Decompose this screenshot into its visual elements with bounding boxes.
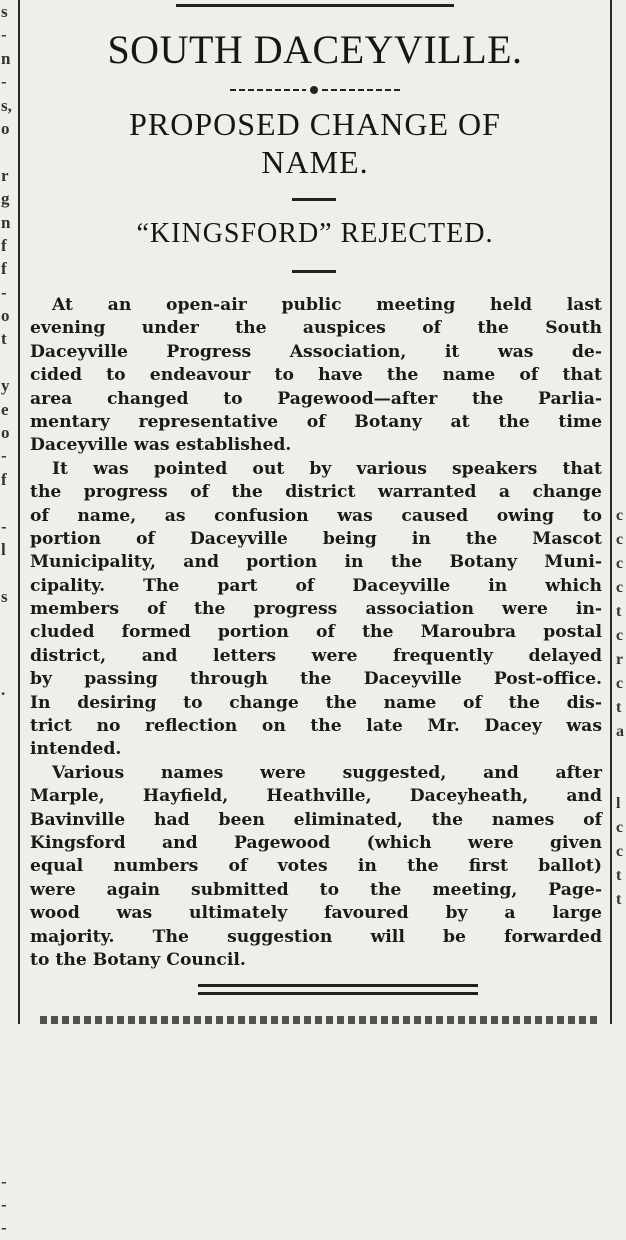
article-body-line: Various names were suggested, and after — [52, 762, 602, 783]
article-body-line: portion of Daceyville being in the Mascot — [30, 528, 602, 549]
left-neighbor-fragment: t — [1, 329, 7, 349]
left-neighbor-fragment: - — [1, 1194, 7, 1214]
left-neighbor-fragment — [0, 936, 16, 959]
right-neighbor-fragment — [616, 744, 626, 768]
article-body-line: Daceyville was established. — [30, 435, 292, 456]
right-neighbor-fragment — [616, 912, 626, 936]
article-body-line: Bavinville had been eliminated, the names of — [30, 809, 602, 830]
left-neighbor-fragment — [0, 632, 16, 655]
left-neighbor-fragment: - — [1, 72, 7, 92]
left-neighbor-fragment: - — [1, 1171, 7, 1191]
article-body-line: mentary representative of Botany at the time — [30, 411, 602, 432]
right-neighbor-fragment — [616, 24, 626, 48]
right-neighbor-fragment — [616, 432, 626, 456]
next-article-clipped — [40, 1016, 600, 1024]
right-neighbor-fragment — [616, 192, 626, 216]
article-body-line: intended. — [30, 739, 122, 760]
ornament-divider — [22, 83, 608, 97]
subheadline-line-1: PROPOSED CHANGE OF — [129, 106, 501, 142]
left-neighbor-fragment — [0, 655, 16, 678]
right-neighbor-fragment — [616, 96, 626, 120]
left-neighbor-fragment: - — [1, 446, 7, 466]
right-neighbor-fragment — [616, 120, 626, 144]
top-rule — [176, 4, 454, 7]
left-neighbor-fragment — [0, 561, 16, 584]
left-neighbor-fragment: . — [1, 680, 6, 700]
article-body-line: to the Botany Council. — [30, 949, 246, 970]
left-neighbor-fragment: f — [1, 259, 7, 279]
left-neighbor-fragment: o — [1, 306, 10, 326]
left-neighbor-fragment — [0, 1053, 16, 1076]
left-neighbor-fragment: - — [1, 25, 7, 45]
right-neighbor-fragment — [616, 264, 626, 288]
left-neighbor-fragment: s — [1, 2, 8, 21]
left-neighbor-fragment — [0, 1146, 16, 1169]
article-body-line: majority. The suggestion will be forwarded — [30, 926, 602, 947]
right-neighbor-fragment — [616, 144, 626, 168]
right-neighbor-fragment — [616, 48, 626, 72]
left-neighbor-fragment: - — [1, 282, 7, 302]
article-body-line: It was pointed out by various speakers that — [52, 458, 602, 479]
left-neighbor-fragment — [0, 912, 16, 935]
right-neighbor-fragment — [616, 0, 626, 24]
right-neighbor-fragment: l — [616, 795, 621, 812]
right-neighbor-fragment — [616, 72, 626, 96]
right-neighbor-fragment — [616, 456, 626, 480]
right-neighbor-fragment: c — [616, 579, 624, 596]
article-body-line: cipality. The part of Daceyville in which — [30, 575, 602, 596]
left-neighbor-fragment — [0, 982, 16, 1005]
right-neighbor-fragment: t — [616, 867, 622, 884]
left-neighbor-fragment — [0, 749, 16, 772]
left-neighbor-fragment — [0, 351, 16, 374]
left-neighbor-fragment: s — [1, 586, 8, 606]
right-neighbor-fragment: t — [616, 699, 622, 716]
left-neighbor-fragment: f — [1, 235, 7, 255]
left-neighbor-fragment: l — [1, 539, 6, 559]
left-neighbor-fragment: n — [1, 212, 11, 232]
article-body-line: Municipality, and portion in the Botany Muni- — [30, 552, 602, 573]
left-neighbor-fragment: s, — [1, 95, 12, 115]
article-body-line: were again submitted to the meeting, Page- — [30, 879, 602, 900]
right-neighbor-fragment: c — [616, 819, 624, 836]
left-neighbor-fragment — [0, 725, 16, 748]
article-body-line: the progress of the district warranted a change — [30, 482, 602, 503]
right-neighbor-fragment: t — [616, 891, 622, 908]
article-body-line: At an open-air public meeting held last — [52, 295, 602, 315]
article-body-line: district, and letters were frequently delayed — [30, 645, 602, 666]
right-neighbor-fragment — [616, 408, 626, 432]
subheadline — [22, 105, 608, 181]
left-neighbor-fragment — [0, 1076, 16, 1099]
article-body-line: of name, as confusion was caused owing to — [30, 505, 602, 526]
left-neighbor-fragment — [0, 1006, 16, 1029]
right-neighbor-fragment: c — [616, 555, 624, 572]
end-rule — [198, 992, 478, 995]
right-neighbor-fragment — [616, 984, 626, 1008]
left-neighbor-fragment — [0, 702, 16, 725]
left-neighbor-fragment — [0, 865, 16, 888]
left-neighbor-fragment — [0, 772, 16, 795]
article-body-line: area changed to Pagewood—after the Parlia- — [30, 388, 602, 409]
left-neighbor-fragment — [0, 889, 16, 912]
right-neighbor-fragment — [616, 168, 626, 192]
right-neighbor-fragment: t — [616, 603, 622, 620]
left-neighbor-fragment — [0, 959, 16, 982]
left-neighbor-column — [0, 0, 16, 1238]
right-neighbor-fragment — [616, 216, 626, 240]
right-neighbor-fragment — [616, 960, 626, 984]
right-neighbor-fragment — [616, 768, 626, 792]
right-neighbor-column — [616, 0, 626, 1024]
right-neighbor-fragment: r — [616, 651, 624, 668]
right-neighbor-fragment — [616, 480, 626, 504]
short-rule — [292, 198, 336, 201]
article-body — [30, 294, 602, 972]
article-body-line: trict no reflection on the late Mr. Dacey was — [30, 716, 602, 737]
right-neighbor-fragment: c — [616, 843, 624, 860]
article-body-line: wood was ultimately favoured by a large — [30, 903, 602, 924]
left-neighbor-fragment: n — [1, 48, 11, 68]
left-neighbor-fragment: - — [1, 516, 7, 536]
left-neighbor-fragment: e — [1, 399, 9, 419]
left-neighbor-fragment — [0, 842, 16, 865]
left-neighbor-fragment — [0, 795, 16, 818]
article-body-line: Kingsford and Pagewood (which were given — [30, 832, 602, 853]
left-neighbor-fragment: g — [1, 189, 10, 209]
left-neighbor-fragment: - — [1, 1218, 7, 1238]
article-body-line: by passing through the Daceyville Post-office. — [30, 669, 602, 690]
secondary-subheadline: “KINGSFORD” REJECTED. — [136, 218, 494, 249]
column-rule-left — [18, 0, 20, 1024]
right-neighbor-fragment: a — [616, 723, 624, 740]
left-neighbor-fragment — [0, 491, 16, 514]
right-neighbor-fragment — [616, 384, 626, 408]
right-neighbor-fragment: c — [616, 675, 624, 692]
right-neighbor-fragment — [616, 336, 626, 360]
right-neighbor-fragment — [616, 312, 626, 336]
short-rule — [292, 270, 336, 273]
article-body-line: In desiring to change the name of the dis- — [30, 692, 602, 713]
column-rule-right — [610, 0, 612, 1024]
right-neighbor-fragment — [616, 360, 626, 384]
left-neighbor-fragment: y — [1, 376, 10, 396]
left-neighbor-fragment: r — [1, 165, 9, 185]
article-body-line: cluded formed portion of the Maroubra postal — [30, 622, 602, 643]
left-neighbor-fragment — [0, 1099, 16, 1122]
right-neighbor-fragment — [616, 240, 626, 264]
left-neighbor-fragment — [0, 608, 16, 631]
article-body-line: equal numbers of votes in the first ballot) — [30, 856, 602, 877]
article-body-line: evening under the auspices of the South — [30, 318, 602, 339]
left-neighbor-fragment: f — [1, 469, 7, 489]
left-neighbor-fragment — [0, 819, 16, 842]
left-neighbor-fragment — [0, 1029, 16, 1052]
headline: SOUTH DACEYVILLE. — [107, 27, 523, 72]
left-neighbor-fragment: o — [1, 423, 10, 443]
right-neighbor-fragment — [616, 936, 626, 960]
left-neighbor-fragment — [0, 140, 16, 163]
article-body-line: cided to endeavour to have the name of that — [30, 365, 602, 386]
left-neighbor-fragment: o — [1, 118, 10, 138]
right-neighbor-fragment — [616, 288, 626, 312]
right-neighbor-fragment: c — [616, 531, 624, 548]
article-body-line: members of the progress association were in- — [30, 599, 602, 620]
end-rule — [198, 984, 478, 987]
right-neighbor-fragment: c — [616, 507, 624, 524]
left-neighbor-fragment — [0, 1123, 16, 1146]
right-neighbor-fragment: c — [616, 627, 624, 644]
article-body-line: Daceyville Progress Association, it was de- — [30, 341, 602, 362]
article-body-line: Marple, Hayfield, Heathville, Daceyheath, and — [30, 786, 602, 807]
subheadline-line-2: NAME. — [261, 144, 369, 180]
